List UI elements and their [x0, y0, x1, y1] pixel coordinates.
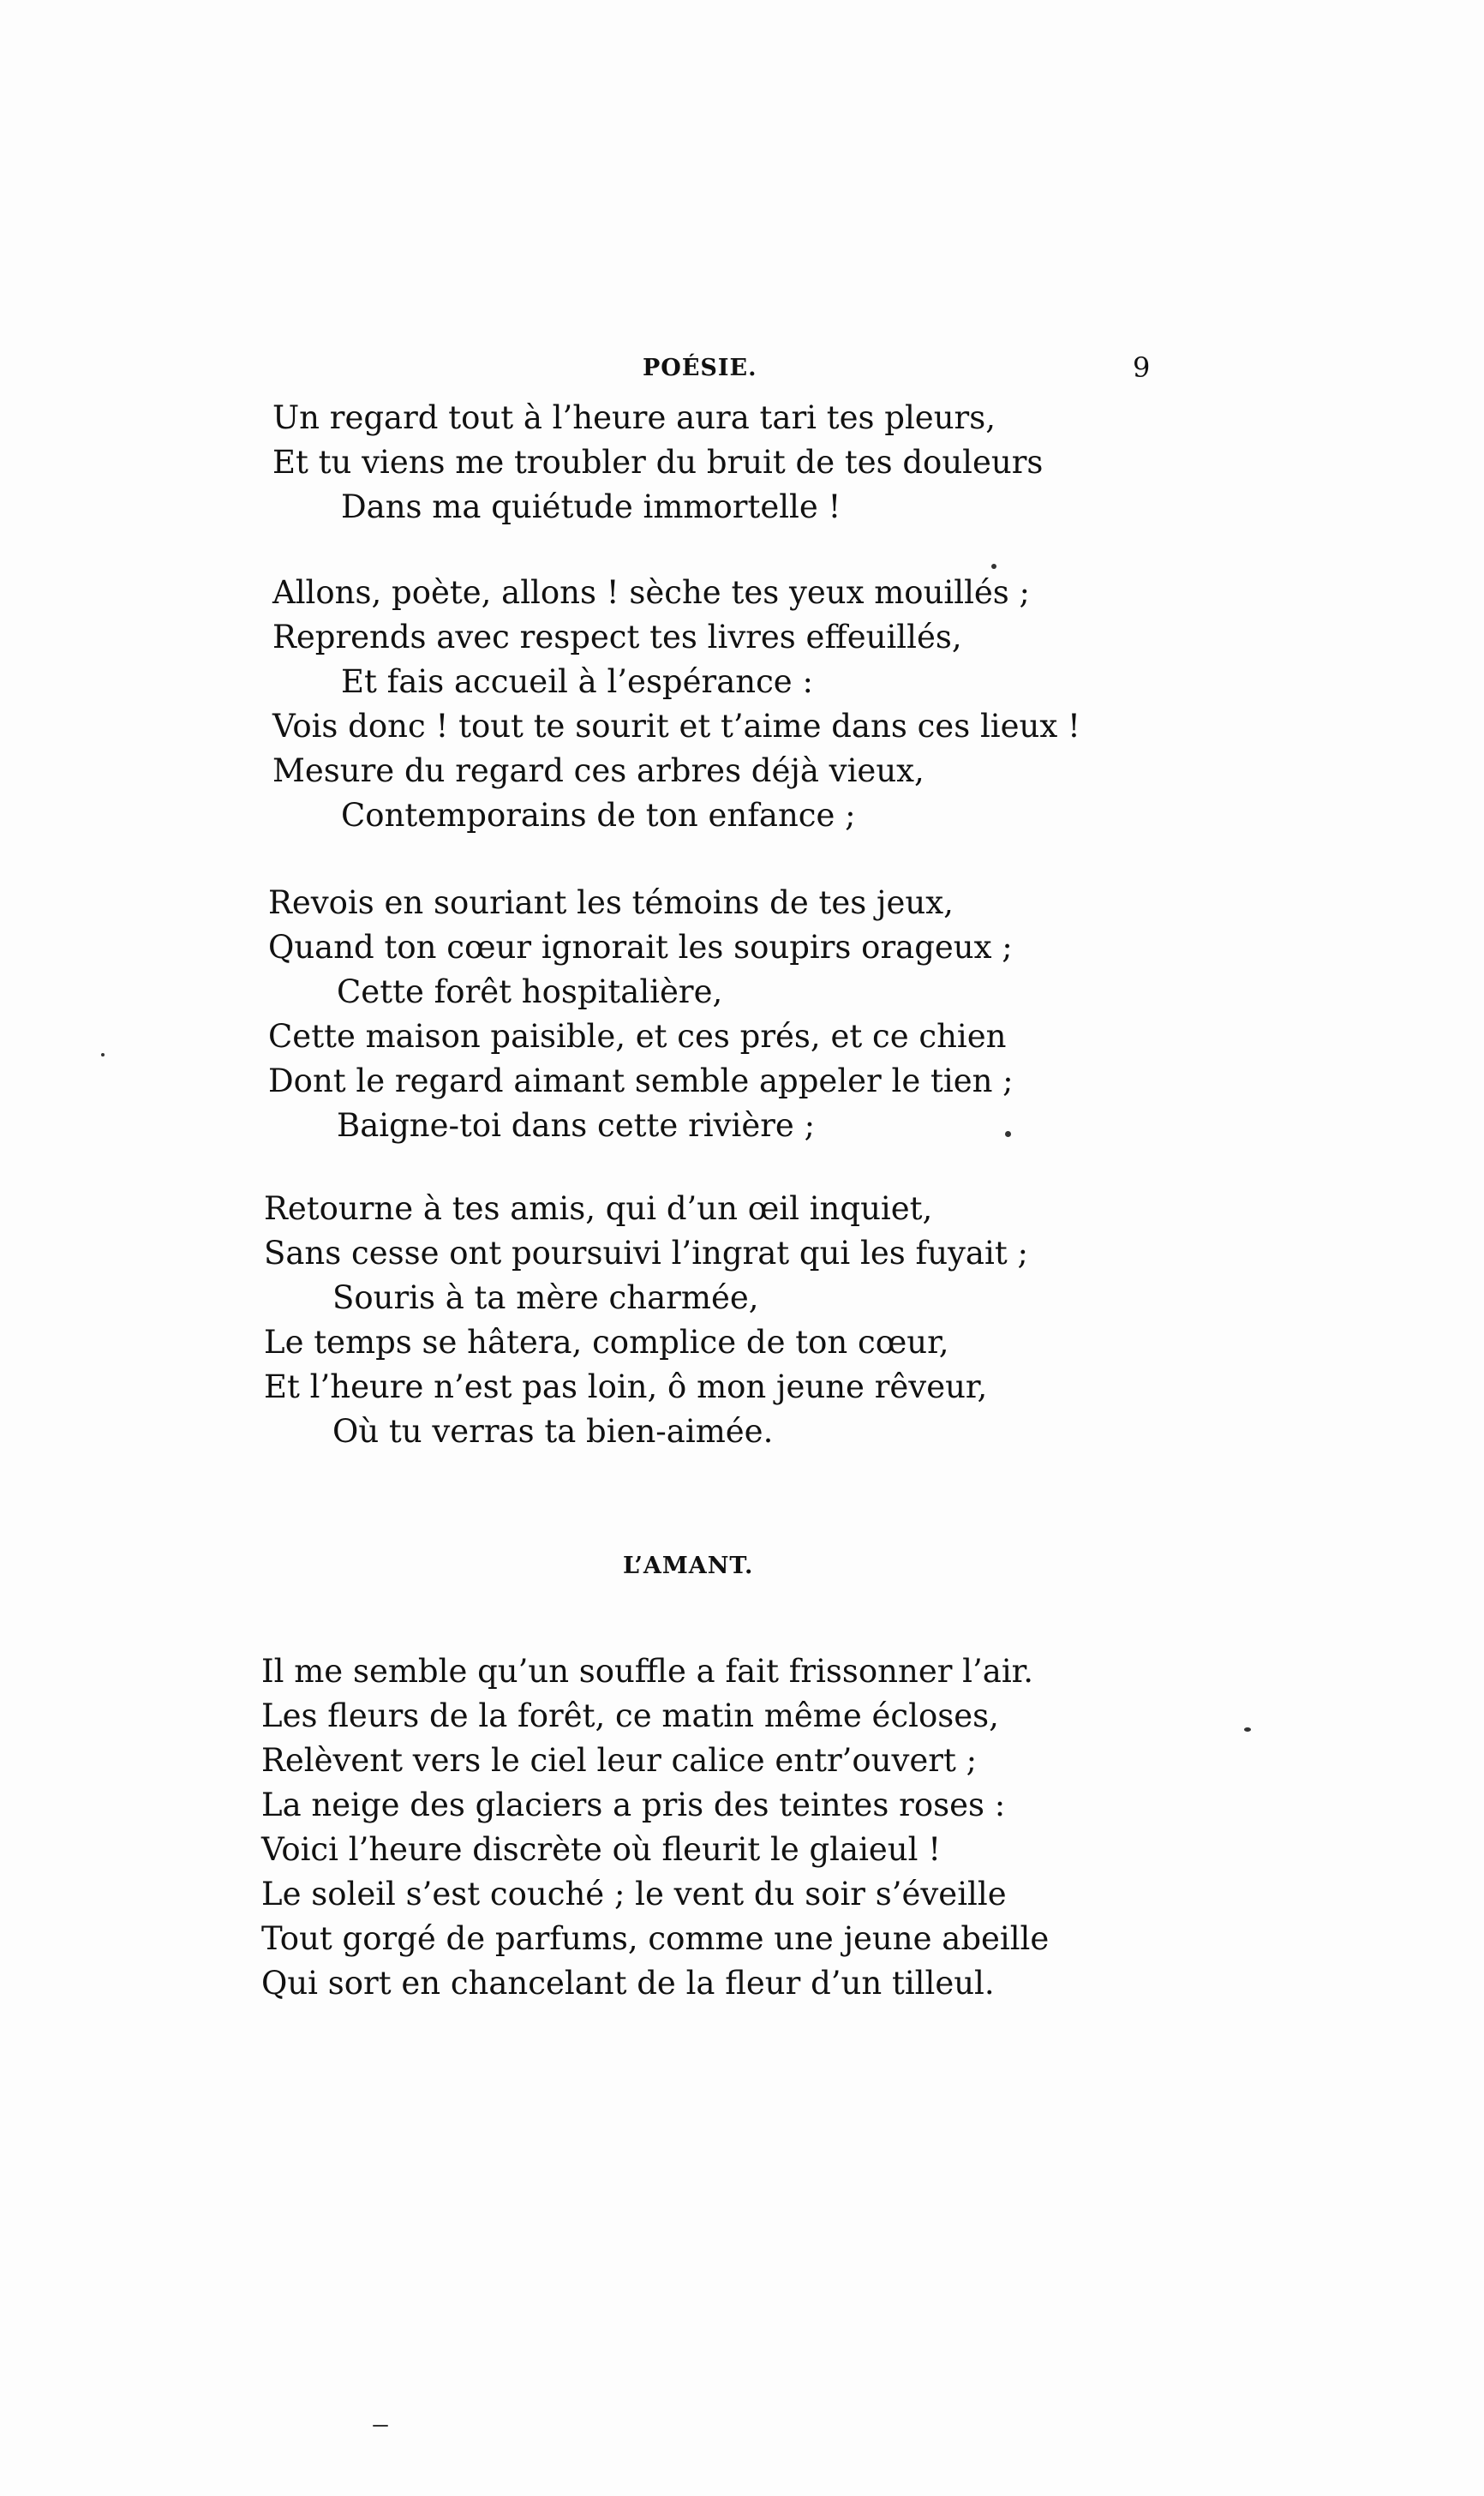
verse-line: Quand ton cœur ignorait les soupirs orageux ; [268, 929, 1013, 966]
verse-line: Souris à ta mère charmée, [332, 1279, 759, 1316]
verse-line: Qui sort en chancelant de la fleur d’un tilleul. [261, 1965, 995, 2002]
poem-title: L’AMANT. [623, 1553, 754, 1579]
stanza-1 [272, 396, 1043, 530]
verse-line: Revois en souriant les témoins de tes jeux, [268, 884, 954, 921]
verse-line: Et l’heure n’est pas loin, ô mon jeune rêveur, [264, 1368, 988, 1405]
verse-line: Cette maison paisible, et ces prés, et ce chien [268, 1018, 1007, 1055]
verse-line: Relèvent vers le ciel leur calice entr’ouvert ; [261, 1742, 978, 1779]
verse-line: Et tu viens me troubler du bruit de tes douleurs [272, 444, 1044, 481]
verse-line: Tout gorgé de parfums, comme une jeune abeille [261, 1920, 1050, 1957]
verse-line: Mesure du regard ces arbres déjà vieux, [272, 752, 925, 789]
scan-speck [991, 564, 996, 569]
verse-line: Voici l’heure discrète où fleurit le glaieul ! [261, 1831, 942, 1868]
verse-line: Vois donc ! tout te sourit et t’aime dans ces lieux ! [272, 708, 1080, 745]
poem-2-stanza [261, 1649, 1049, 2006]
verse-line: Où tu verras ta bien-aimée. [332, 1413, 774, 1450]
page-number: 9 [1133, 351, 1151, 384]
verse-line: Cette forêt hospitalière, [337, 973, 723, 1010]
running-title: POÉSIE. [643, 355, 757, 381]
stanza-4 [264, 1187, 1028, 1454]
verse-line: Le soleil s’est couché ; le vent du soir s’éveille [261, 1876, 1007, 1912]
scan-speck [1244, 1727, 1251, 1732]
verse-line: Allons, poète, allons ! sèche tes yeux mouillés ; [272, 574, 1031, 611]
verse-line: Reprends avec respect tes livres effeuillés, [272, 619, 962, 655]
stanza-3 [268, 881, 1014, 1148]
verse-line: Contemporains de ton enfance ; [341, 797, 856, 834]
verse-line: Un regard tout à l’heure aura tari tes pleurs, [272, 399, 996, 436]
verse-line: Les fleurs de la forêt, ce matin même écloses, [261, 1697, 999, 1734]
verse-line: Retourne à tes amis, qui d’un œil inquiet, [264, 1190, 933, 1227]
verse-line: Le temps se hâtera, complice de ton cœur, [264, 1324, 949, 1361]
verse-line: Sans cesse ont poursuivi l’ingrat qui les fuyait ; [264, 1235, 1028, 1272]
verse-line: La neige des glaciers a pris des teintes roses : [261, 1787, 1006, 1823]
verse-line: Dans ma quiétude immortelle ! [341, 488, 841, 525]
verse-line: Dont le regard aimant semble appeler le tien ; [268, 1062, 1014, 1099]
verse-line: Et fais accueil à l’espérance : [341, 663, 813, 700]
stanza-2 [272, 571, 1080, 838]
scan-speck [1005, 1131, 1011, 1137]
verse-line: Il me semble qu’un souffle a fait frissonner l’air. [261, 1653, 1034, 1690]
verse-line: Baigne-toi dans cette rivière ; [337, 1107, 816, 1144]
scan-speck [101, 1053, 105, 1056]
scan-speck [373, 2425, 388, 2427]
